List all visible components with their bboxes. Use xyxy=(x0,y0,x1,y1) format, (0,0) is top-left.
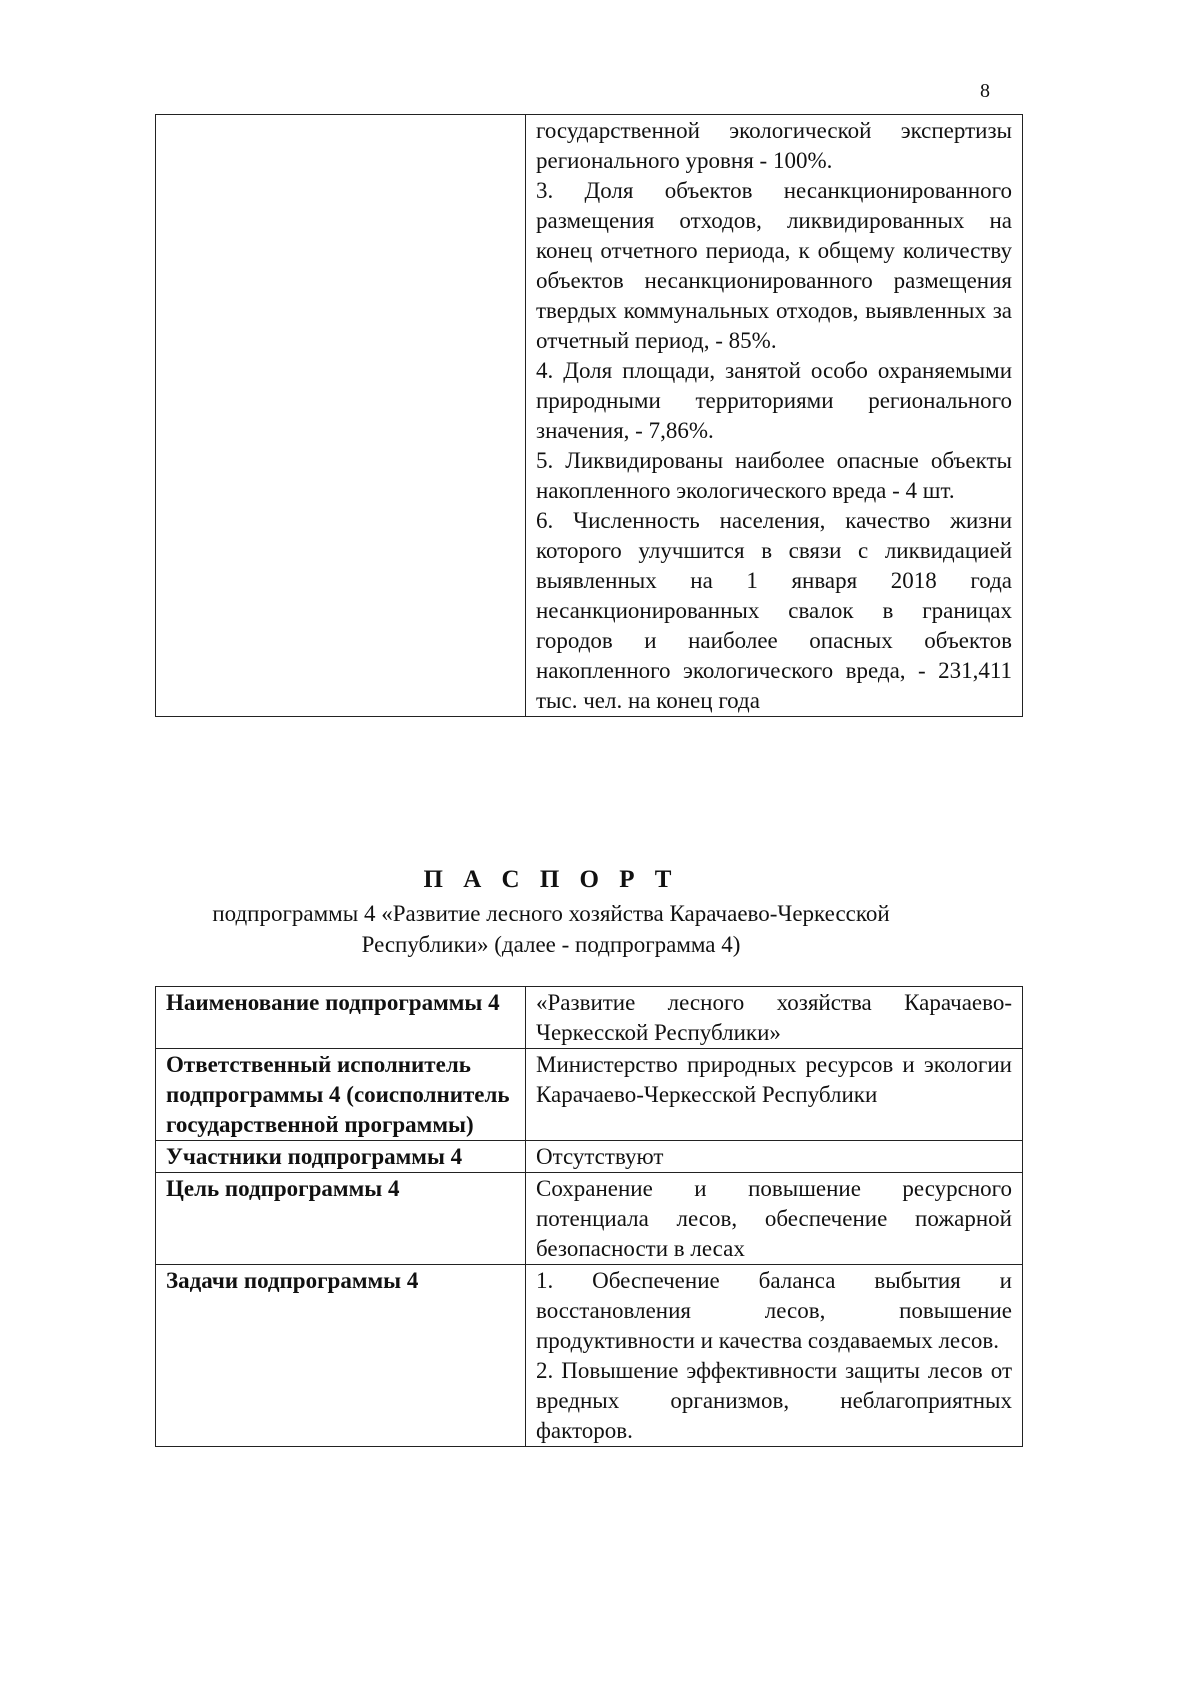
task-paragraph: 1. Обеспечение баланса выбытия и восстановления лесов, повышение продуктивности и качества создаваемых лесов. xyxy=(536,1268,1012,1353)
indicator-paragraph: государственной экологической экспертизы регионального уровня - 100%. xyxy=(536,118,1012,173)
indicator-paragraph: 6. Численность населения, качество жизни которого улучшится в связи с ликвидацией выявленных на 1 января 2018 года несанкционированных свалок в границах городов и наиболее опасных объектов накопленного экологического вреда, - 231,411 тыс. чел. на конец года xyxy=(536,508,1012,713)
row-value xyxy=(526,1265,1023,1447)
table-cell-indicators xyxy=(526,115,1023,717)
continuation-table xyxy=(155,114,1023,717)
passport-subtitle xyxy=(0,898,1102,960)
passport-title: П А С П О Р Т xyxy=(423,866,679,893)
row-label: Цель подпрограммы 4 xyxy=(156,1173,526,1265)
row-value: Сохранение и повышение ресурсного потенциала лесов, обеспечение пожарной безопасности в лесах xyxy=(526,1173,1023,1265)
indicator-paragraph: 4. Доля площади, занятой особо охраняемыми природными территориями регионального значения, - 7,86%. xyxy=(536,358,1012,443)
table-row xyxy=(156,1173,1023,1265)
task-paragraph: 2. Повышение эффективности защиты лесов от вредных организмов, неблагоприятных факторов. xyxy=(536,1358,1012,1443)
row-label: Ответственный исполнитель подпрограммы 4 (соисполнитель государственной программы) xyxy=(156,1049,526,1141)
table-row xyxy=(156,1141,1023,1173)
row-label: Наименование подпрограммы 4 xyxy=(156,987,526,1049)
table-row xyxy=(156,115,1023,717)
table-row xyxy=(156,1265,1023,1447)
row-value: «Развитие лесного хозяйства Карачаево-Черкесской Республики» xyxy=(526,987,1023,1049)
indicator-paragraph: 3. Доля объектов несанкционированного размещения отходов, ликвидированных на конец отчетного периода, к общему количеству объектов несанкционированного размещения твердых коммунальных отходов, выявленных за отчетный период, - 85%. xyxy=(536,178,1012,353)
passport-subtitle-line: подпрограммы 4 «Развитие лесного хозяйства Карачаево-Черкесской xyxy=(212,901,890,926)
table-row xyxy=(156,1049,1023,1141)
table-cell-empty xyxy=(156,115,526,717)
table-row xyxy=(156,987,1023,1049)
row-label: Задачи подпрограммы 4 xyxy=(156,1265,526,1447)
indicator-paragraph: 5. Ликвидированы наиболее опасные объекты накопленного экологического вреда - 4 шт. xyxy=(536,448,1012,503)
passport-table xyxy=(155,986,1023,1447)
page-number: 8 xyxy=(980,80,990,102)
row-value: Отсутствуют xyxy=(526,1141,1023,1173)
passport-subtitle-line: Республики» (далее - подпрограмма 4) xyxy=(361,932,741,957)
row-value: Министерство природных ресурсов и экологии Карачаево-Черкесской Республики xyxy=(526,1049,1023,1141)
row-label: Участники подпрограммы 4 xyxy=(156,1141,526,1173)
